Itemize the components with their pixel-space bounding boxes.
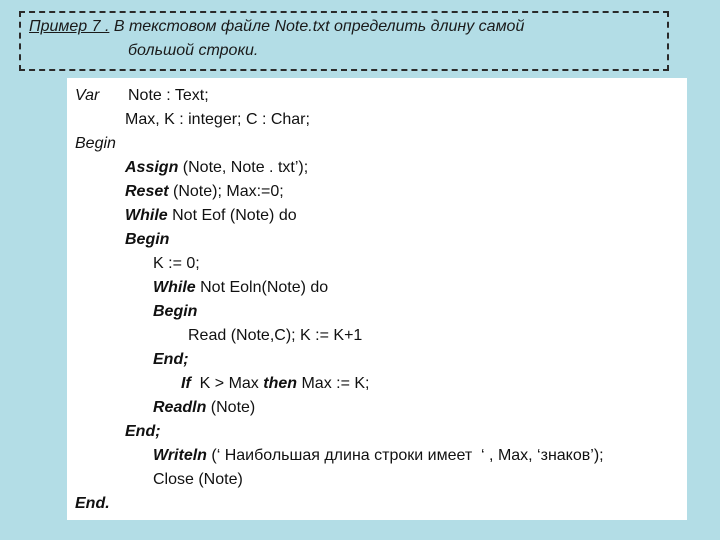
task-header-line-1 — [29, 18, 524, 36]
code-while-eoln-cond: Not Eoln(Note) do — [195, 279, 329, 296]
keyword-readln: Readln — [153, 399, 207, 416]
keyword-begin: Begin — [75, 135, 116, 152]
code-line-decl-2: Max, K : integer; C : Char; — [125, 111, 310, 128]
keyword-end-1: End; — [153, 351, 189, 368]
code-line-if — [181, 374, 370, 394]
code-while-eof-cond: Not Eof (Note) do — [167, 207, 297, 224]
code-line-writeln — [153, 446, 604, 466]
code-line-while-eof — [125, 206, 297, 226]
task-header-line-2: большой строки. — [128, 42, 259, 59]
keyword-assign: Assign — [125, 159, 179, 176]
keyword-begin-3: Begin — [153, 303, 198, 320]
code-line-begin-3 — [153, 302, 197, 322]
keyword-then: then — [263, 375, 298, 392]
code-line-k-init: K := 0; — [153, 255, 200, 272]
code-line-end-1 — [153, 350, 189, 370]
keyword-end-program: End. — [75, 495, 110, 512]
keyword-end-2: End; — [125, 423, 161, 440]
code-line-end-program — [75, 494, 110, 514]
keyword-while-2: While — [153, 279, 196, 296]
code-line-while-eoln — [153, 278, 328, 298]
code-line-assign — [125, 158, 308, 178]
code-line-begin-2 — [125, 230, 169, 250]
code-writeln-args: (‘ Наибольшая длина строки имеет ‘ , Max, ‘знаков’); — [206, 447, 604, 464]
keyword-var: Var — [75, 87, 100, 104]
keyword-reset: Reset — [125, 183, 169, 200]
example-label: Пример 7 . — [29, 18, 110, 35]
code-line-end-2 — [125, 422, 161, 442]
keyword-begin-2: Begin — [125, 231, 170, 248]
keyword-while: While — [125, 207, 168, 224]
code-if-cond: K > Max — [190, 375, 264, 392]
code-readln-args: (Note) — [206, 399, 256, 416]
code-line-var-decl: Note : Text; — [128, 87, 209, 104]
code-line-var — [75, 86, 99, 106]
code-line-close: Close (Note) — [153, 471, 243, 488]
task-text-1: В текстовом файле Note.txt определить длину самой — [109, 18, 525, 35]
code-reset-args: (Note); Max:=0; — [168, 183, 284, 200]
code-assign-args: (Note, Note . txt’); — [178, 159, 309, 176]
code-line-readln — [153, 398, 255, 418]
code-line-reset — [125, 182, 284, 202]
code-line-begin — [75, 134, 116, 154]
code-if-body: Max := K; — [297, 375, 370, 392]
code-line-read: Read (Note,C); K := K+1 — [188, 327, 363, 344]
keyword-if: If — [181, 375, 191, 392]
keyword-writeln: Writeln — [153, 447, 207, 464]
